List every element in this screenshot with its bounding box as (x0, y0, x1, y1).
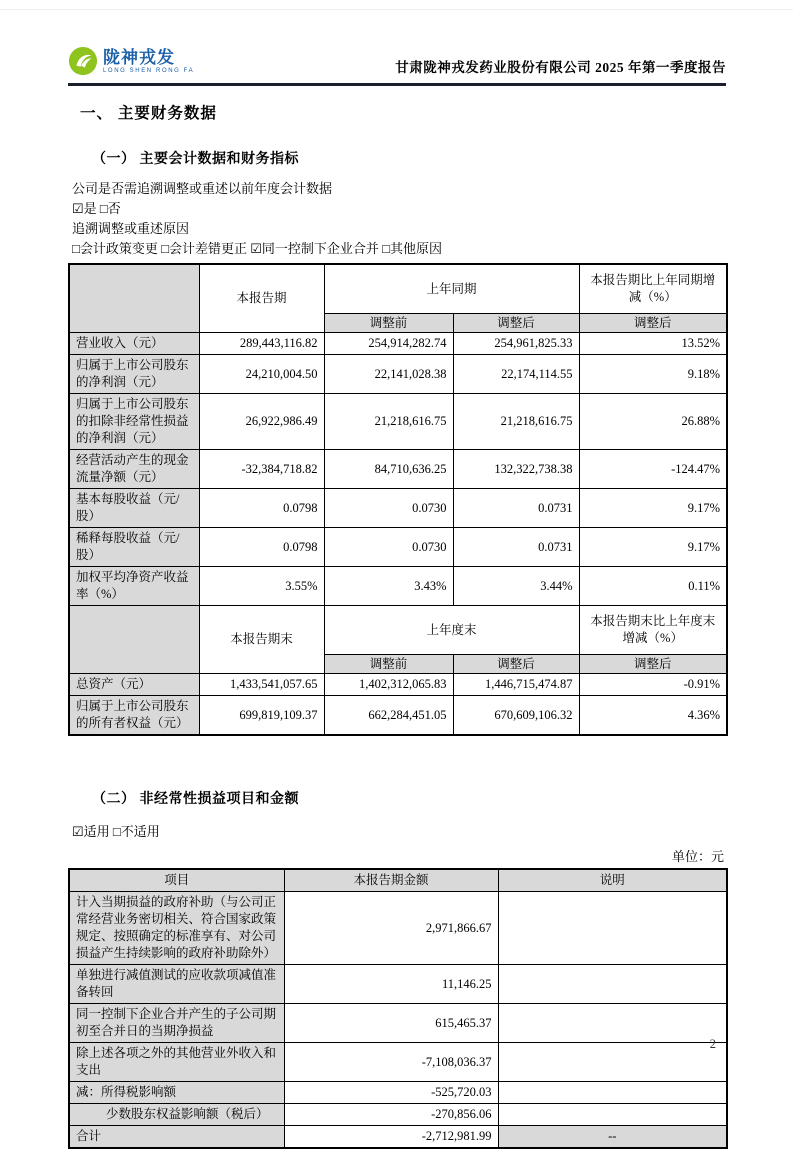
section-1-1-title: （一） 主要会计数据和财务指标 (92, 152, 299, 167)
table-row (69, 696, 727, 736)
row-label: 归属于上市公司股东的扣除非经常性损益的净利润（元） (69, 394, 199, 450)
header-change-pct-end: 本报告期末比上年度末增减（%） (579, 606, 727, 655)
table-row (69, 1082, 727, 1104)
value-change: 26.88% (579, 394, 727, 450)
value-before: 22,141,028.38 (324, 355, 453, 394)
table-row (69, 1104, 727, 1126)
subheader-change-after-adjust: 调整后 (579, 655, 727, 674)
value-after: 3.44% (453, 567, 579, 606)
value-current: 0.0798 (199, 528, 324, 567)
value-note: -- (498, 1126, 727, 1149)
value-current: 289,443,116.82 (199, 333, 324, 355)
table-row (69, 394, 727, 450)
value-current: 24,210,004.50 (199, 355, 324, 394)
table-row (69, 333, 727, 355)
value-change: 13.52% (579, 333, 727, 355)
value-change: 0.11% (579, 567, 727, 606)
restatement-reason-options: □会计政策变更 □会计差错更正 ☑同一控制下企业合并 □其他原因 (72, 241, 442, 256)
row-label: 归属于上市公司股东的所有者权益（元） (69, 696, 199, 736)
row-label: 营业收入（元） (69, 333, 199, 355)
value-note (498, 892, 727, 965)
applicability-line: ☑适用 □不适用 (72, 824, 160, 839)
value-amount: -525,720.03 (284, 1082, 498, 1104)
table-row (69, 1043, 727, 1082)
header-prior-period: 上年同期 (324, 264, 579, 314)
value-before: 254,914,282.74 (324, 333, 453, 355)
value-amount: 2,971,866.67 (284, 892, 498, 965)
subheader-before-adjust: 调整前 (324, 314, 453, 333)
page-top-divider (0, 9, 793, 10)
value-amount: -2,712,981.99 (284, 1126, 498, 1149)
subheader-after-adjust: 调整后 (453, 655, 579, 674)
key-financials-table (68, 263, 728, 736)
row-label: 基本每股收益（元/股） (69, 489, 199, 528)
value-change: 4.36% (579, 696, 727, 736)
value-before: 662,284,451.05 (324, 696, 453, 736)
company-name-en: LONG SHEN RONG FA (103, 67, 195, 74)
row-label: 计入当期损益的政府补助（与公司正常经营业务密切相关、符合国家政策规定、按照确定的标准享有、对公司损益产生持续影响的政府补助除外） (69, 892, 284, 965)
value-after: 254,961,825.33 (453, 333, 579, 355)
value-amount: -270,856.06 (284, 1104, 498, 1126)
header-current-period-end: 本报告期末 (199, 606, 324, 674)
table1-header-row-3 (69, 606, 727, 655)
header-prior-year-end: 上年度末 (324, 606, 579, 655)
empty-corner-cell (69, 606, 199, 674)
value-before: 84,710,636.25 (324, 450, 453, 489)
value-note (498, 1004, 727, 1043)
value-amount: -7,108,036.37 (284, 1043, 498, 1082)
non-recurring-items-table (68, 868, 728, 1149)
value-before: 21,218,616.75 (324, 394, 453, 450)
restatement-question: 公司是否需追溯调整或重述以前年度会计数据 (72, 181, 333, 196)
page-number: 2 (709, 1037, 716, 1051)
row-label: 除上述各项之外的其他营业外收入和支出 (69, 1043, 284, 1082)
header-current-period: 本报告期 (199, 264, 324, 333)
company-name-cn: 陇神戎发 (103, 47, 175, 67)
row-label: 合计 (69, 1126, 284, 1149)
value-after: 132,322,738.38 (453, 450, 579, 489)
company-logo-text (103, 49, 194, 74)
empty-corner-cell (69, 264, 199, 333)
page-content (68, 0, 726, 1149)
value-after: 0.0731 (453, 528, 579, 567)
value-after: 670,609,106.32 (453, 696, 579, 736)
value-current: 3.55% (199, 567, 324, 606)
table-row (69, 528, 727, 567)
value-amount: 615,465.37 (284, 1004, 498, 1043)
document-title: 甘肃陇神戎发药业股份有限公司 2025 年第一季度报告 (395, 60, 726, 75)
value-current: 699,819,109.37 (199, 696, 324, 736)
value-current: 0.0798 (199, 489, 324, 528)
header-change-pct: 本报告期比上年同期增减（%） (579, 264, 727, 314)
header-amount: 本报告期金额 (284, 869, 498, 892)
value-after: 1,446,715,474.87 (453, 674, 579, 696)
table-row (69, 450, 727, 489)
table-row (69, 567, 727, 606)
value-change: -0.91% (579, 674, 727, 696)
restatement-block (72, 179, 726, 259)
table-row-total (69, 1126, 727, 1149)
value-before: 0.0730 (324, 489, 453, 528)
table-row (69, 965, 727, 1004)
row-label: 归属于上市公司股东的净利润（元） (69, 355, 199, 394)
company-logo-icon (68, 46, 98, 76)
header-item: 项目 (69, 869, 284, 892)
value-before: 0.0730 (324, 528, 453, 567)
row-label: 减：所得税影响额 (69, 1082, 284, 1104)
table1-header-row-1 (69, 264, 727, 314)
value-before: 1,402,312,065.83 (324, 674, 453, 696)
value-amount: 11,146.25 (284, 965, 498, 1004)
value-note (498, 1104, 727, 1126)
row-label: 加权平均净资产收益率（%） (69, 567, 199, 606)
value-after: 0.0731 (453, 489, 579, 528)
value-note (498, 1043, 727, 1082)
subheader-before-adjust: 调整前 (324, 655, 453, 674)
table-row (69, 355, 727, 394)
value-current: 26,922,986.49 (199, 394, 324, 450)
value-after: 22,174,114.55 (453, 355, 579, 394)
value-note (498, 1082, 727, 1104)
restatement-choice: ☑是 □否 (72, 201, 121, 216)
row-label: 总资产（元） (69, 674, 199, 696)
row-label: 同一控制下企业合并产生的子公司期初至合并日的当期净损益 (69, 1004, 284, 1043)
subheader-change-after-adjust: 调整后 (579, 314, 727, 333)
page-header (68, 0, 726, 86)
table-row (69, 1004, 727, 1043)
table-row (69, 674, 727, 696)
row-label: 少数股东权益影响额（税后） (69, 1104, 284, 1126)
subheader-after-adjust: 调整后 (453, 314, 579, 333)
value-note (498, 965, 727, 1004)
value-change: 9.17% (579, 489, 727, 528)
unit-label: 单位：元 (671, 849, 724, 864)
value-change: -124.47% (579, 450, 727, 489)
value-change: 9.17% (579, 528, 727, 567)
company-logo (68, 46, 194, 76)
section-1-2-title: （二） 非经常性损益项目和金额 (92, 792, 299, 807)
row-label: 单独进行减值测试的应收款项减值准备转回 (69, 965, 284, 1004)
value-after: 21,218,616.75 (453, 394, 579, 450)
section-1-title: 一、 主要财务数据 (80, 105, 217, 122)
value-before: 3.43% (324, 567, 453, 606)
table-row (69, 892, 727, 965)
row-label: 经营活动产生的现金流量净额（元） (69, 450, 199, 489)
value-current: -32,384,718.82 (199, 450, 324, 489)
restatement-reason-label: 追溯调整或重述原因 (72, 221, 190, 236)
value-change: 9.18% (579, 355, 727, 394)
header-note: 说明 (498, 869, 727, 892)
table-row (69, 489, 727, 528)
row-label: 稀释每股收益（元/股） (69, 528, 199, 567)
table2-header-row (69, 869, 727, 892)
value-current: 1,433,541,057.65 (199, 674, 324, 696)
